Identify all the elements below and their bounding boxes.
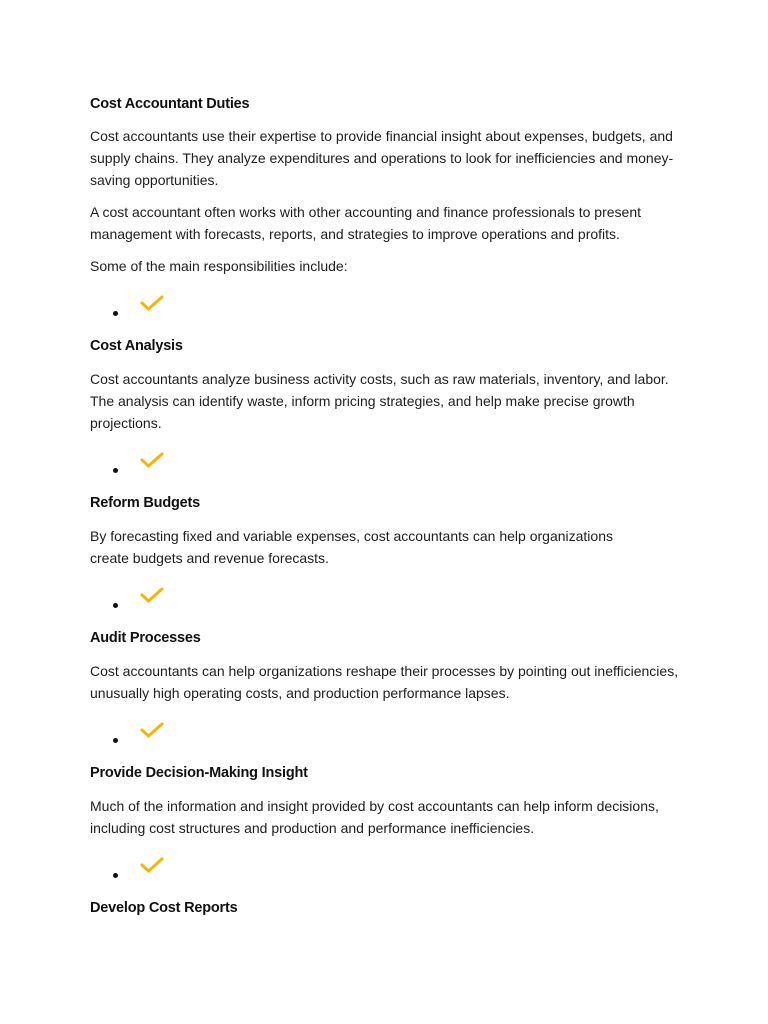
duty-text: Cost accountants can help organizations reshape their processes by pointing out inefficiencies, unusually high operating costs, and production performance lapses. xyxy=(90,663,679,701)
list-item xyxy=(90,294,688,322)
bullet-dot xyxy=(113,873,118,878)
bullet-dot xyxy=(113,738,118,743)
bullet-dot xyxy=(113,311,118,316)
list-item xyxy=(90,721,688,749)
duty-heading: Provide Decision-Making Insight xyxy=(90,765,308,781)
intro-paragraph-3: Some of the main responsibilities include: xyxy=(90,258,348,274)
duty-heading: Audit Processes xyxy=(90,630,201,646)
list-item xyxy=(90,586,688,614)
duty-heading: Cost Analysis xyxy=(90,338,183,354)
duty-text: Much of the information and insight provided by cost accountants can help inform decisions, including cost structures and production and performance inefficiencies. xyxy=(90,798,659,836)
page-title: Cost Accountant Duties xyxy=(90,96,250,112)
checkmark-icon xyxy=(140,721,164,739)
list-item xyxy=(90,451,688,479)
checkmark-icon xyxy=(140,856,164,874)
bullet-dot xyxy=(113,468,118,473)
checkmark-icon xyxy=(140,451,164,469)
intro-paragraph-1: Cost accountants use their expertise to provide financial insight about expenses, budgets, and supply chains. They analyze expenditures and operations to look for inefficiencies and money-saving opportunities. xyxy=(90,128,674,188)
duty-heading: Reform Budgets xyxy=(90,495,200,511)
checkmark-icon xyxy=(140,586,164,604)
duty-text: By forecasting fixed and variable expenses, cost accountants can help organizations create budgets and revenue forecasts. xyxy=(90,528,613,566)
duty-heading: Develop Cost Reports xyxy=(90,900,238,916)
checkmark-icon xyxy=(140,294,164,312)
intro-paragraph-2: A cost accountant often works with other accounting and finance professionals to present management with forecasts, reports, and strategies to improve operations and profits. xyxy=(90,204,641,242)
bullet-dot xyxy=(113,603,118,608)
list-item xyxy=(90,856,688,884)
duty-text: Cost accountants analyze business activity costs, such as raw materials, inventory, and labor. The analysis can identify waste, inform pricing strategies, and help make precise growth projections. xyxy=(90,371,669,431)
